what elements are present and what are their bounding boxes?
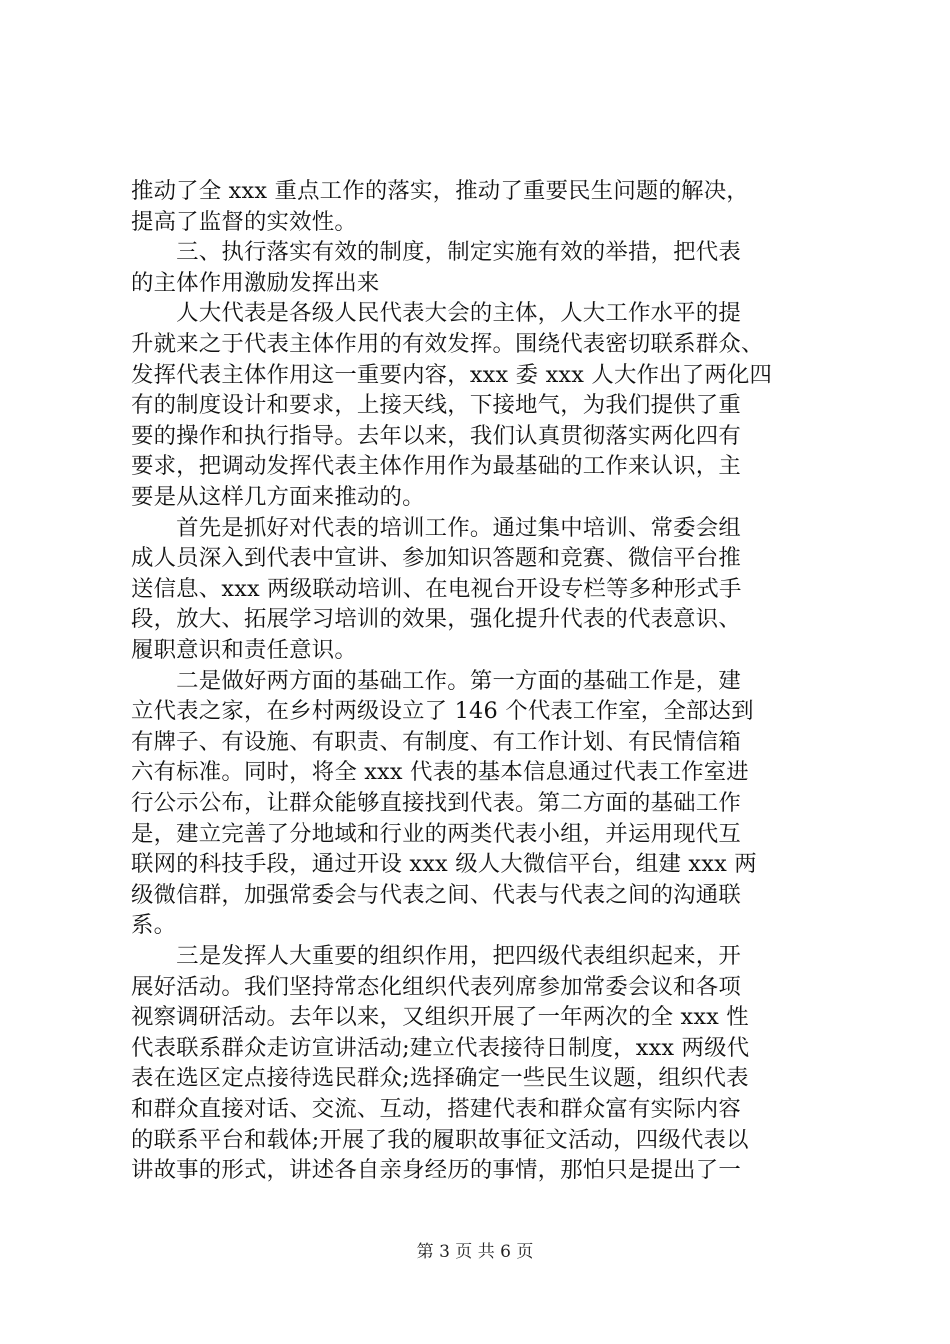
text-line: 联网的科技手段，通过开设 xxx 级人大微信平台，组建 xxx 两 <box>131 851 757 878</box>
text-line: 是，建立完善了分地域和行业的两类代表小组，并运用现代互 <box>131 820 741 847</box>
text-line: 的联系平台和载体;开展了我的履职故事征文活动，四级代表以 <box>131 1126 749 1153</box>
text-line: 二是做好两方面的基础工作。第一方面的基础工作是，建 <box>131 667 741 694</box>
text-line: 段，放大、拓展学习培训的效果，强化提升代表的代表意识、 <box>131 606 741 633</box>
text-line: 提高了监督的实效性。 <box>131 208 357 235</box>
text-line: 立代表之家，在乡村两级设立了 146 个代表工作室，全部达到 <box>131 698 754 725</box>
text-line: 升就来之于代表主体作用的有效发挥。围绕代表密切联系群众、 <box>131 331 764 357</box>
text-line: 级微信群，加强常委会与代表之间、代表与代表之间的沟通联 <box>131 881 741 908</box>
text-line: 要求，把调动发挥代表主体作用作为最基础的工作来认识，主 <box>131 453 741 480</box>
text-line: 三是发挥人大重要的组织作用，把四级代表组织起来，开 <box>131 943 741 969</box>
text-line: 代表联系群众走访宣讲活动;建立代表接待日制度，xxx 两级代 <box>131 1034 750 1061</box>
text-line: 六有标准。同时，将全 xxx 代表的基本信息通过代表工作室进 <box>131 759 749 786</box>
text-line: 成人员深入到代表中宣讲、参加知识答题和竞赛、微信平台推 <box>131 545 741 572</box>
text-line: 讲故事的形式，讲述各自亲身经历的事情，那怕只是提出了一 <box>131 1157 741 1184</box>
text-line: 三、执行落实有效的制度，制定实施有效的举措，把代表 <box>131 239 741 266</box>
text-line: 视察调研活动。去年以来，又组织开展了一年两次的全 xxx 性 <box>131 1004 749 1031</box>
text-line: 的主体作用激励发挥出来 <box>131 269 380 296</box>
page-footer: 第 3 页 共 6 页 <box>416 1242 534 1262</box>
text-line: 要的操作和执行指导。去年以来，我们认真贯彻落实两化四有 <box>131 422 741 449</box>
text-line: 系。 <box>131 912 177 939</box>
text-line: 表在选区定点接待选民群众;选择确定一些民生议题，组织代表 <box>131 1065 749 1092</box>
text-line: 要是从这样几方面来推动的。 <box>131 484 425 510</box>
text-line: 和群众直接对话、交流、互动，搭建代表和群众富有实际内容 <box>131 1096 741 1122</box>
text-line: 行公示公布，让群众能够直接找到代表。第二方面的基础工作 <box>131 790 741 816</box>
text-line: 有的制度设计和要求，上接天线，下接地气，为我们提供了重 <box>131 392 741 419</box>
text-line: 发挥代表主体作用这一重要内容，xxx 委 xxx 人大作出了两化四 <box>131 361 773 388</box>
text-line: 送信息、xxx 两级联动培训、在电视台开设专栏等多种形式手 <box>131 575 742 602</box>
text-line: 履职意识和责任意识。 <box>131 637 357 663</box>
text-line: 推动了全 xxx 重点工作的落实，推动了重要民生问题的解决， <box>131 178 749 204</box>
text-line: 首先是抓好对代表的培训工作。通过集中培训、常委会组 <box>131 514 741 541</box>
text-line: 有牌子、有设施、有职责、有制度、有工作计划、有民情信箱 <box>131 728 741 755</box>
text-line: 人大代表是各级人民代表大会的主体，人大工作水平的提 <box>131 300 741 327</box>
text-line: 展好活动。我们坚持常态化组织代表列席参加常委会议和各项 <box>131 973 741 1000</box>
